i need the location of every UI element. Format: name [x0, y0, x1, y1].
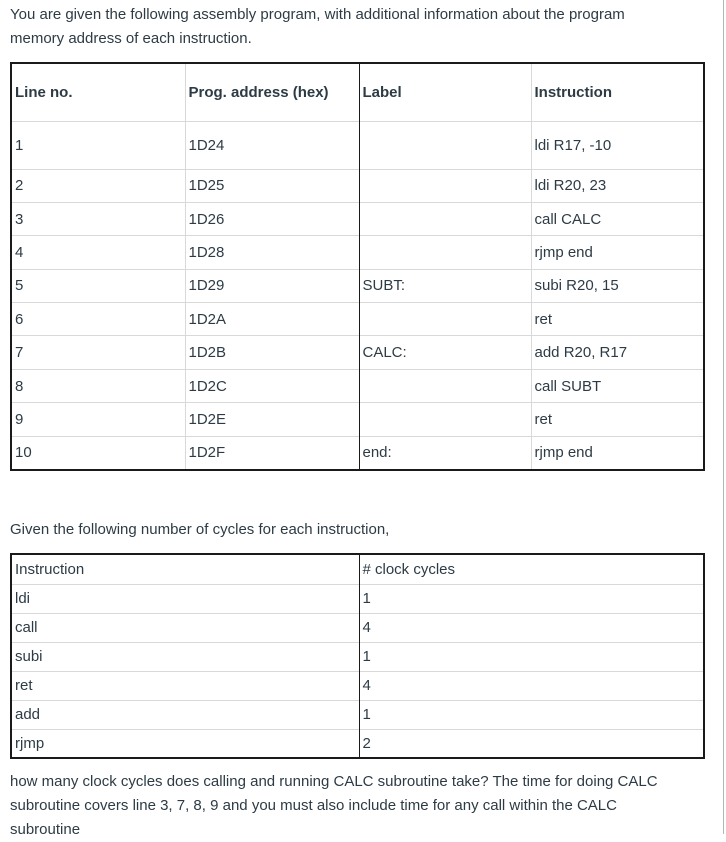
- table-cell-instruction: ret: [531, 303, 704, 336]
- table-cell-instruction: rjmp end: [531, 436, 704, 469]
- table-cell-address: 1D28: [185, 236, 359, 269]
- intro-line-2: memory address of each instruction.: [10, 30, 252, 47]
- table-cell-cycles: 4: [359, 671, 704, 700]
- table-row: [11, 584, 704, 613]
- table-cell-cycles: 2: [359, 729, 704, 758]
- table-cell-instruction: ldi: [11, 584, 359, 613]
- table-row: [11, 436, 704, 469]
- table-cell-label: SUBT:: [359, 269, 531, 302]
- table-cell-label: [359, 169, 531, 202]
- table-cell-instruction: ret: [11, 671, 359, 700]
- cycles-intro-paragraph: Given the following number of cycles for each instruction,: [10, 521, 390, 538]
- table-cell-address: 1D2C: [185, 369, 359, 402]
- table-cell-line-no: 6: [11, 303, 185, 336]
- table-cell-line-no: 9: [11, 403, 185, 436]
- table-row: [11, 236, 704, 269]
- table-cell-cycles: 1: [359, 584, 704, 613]
- table-cell-label: [359, 121, 531, 169]
- table-cell-label: CALC:: [359, 336, 531, 369]
- table-row: [11, 700, 704, 729]
- intro-line-1: You are given the following assembly program, with additional information about the program: [10, 6, 625, 23]
- cycles-table-header-row: [11, 554, 704, 584]
- question-line-3: subroutine: [10, 821, 81, 838]
- table-cell-line-no: 10: [11, 436, 185, 469]
- column-header-label: Label: [359, 63, 531, 121]
- table-row: [11, 369, 704, 402]
- table-cell-line-no: 5: [11, 269, 185, 302]
- column-header-instruction: Instruction: [531, 63, 704, 121]
- column-header-clock-cycles: # clock cycles: [359, 554, 704, 584]
- table-cell-cycles: 4: [359, 613, 704, 642]
- column-header-instruction: Instruction: [11, 554, 359, 584]
- page-edge-divider: [723, 0, 724, 834]
- table-row: [11, 303, 704, 336]
- table-cell-line-no: 2: [11, 169, 185, 202]
- table-cell-instruction: subi R20, 15: [531, 269, 704, 302]
- intro-paragraph: [10, 3, 716, 51]
- table-cell-instruction: rjmp: [11, 729, 359, 758]
- table-row: [11, 121, 704, 169]
- table-cell-address: 1D26: [185, 202, 359, 235]
- table-cell-label: [359, 403, 531, 436]
- table-cell-label: [359, 369, 531, 402]
- table-cell-instruction: add: [11, 700, 359, 729]
- table-row: [11, 729, 704, 758]
- table-cell-instruction: ldi R20, 23: [531, 169, 704, 202]
- table-cell-address: 1D2F: [185, 436, 359, 469]
- table-cell-address: 1D2A: [185, 303, 359, 336]
- table-row: [11, 613, 704, 642]
- table-cell-label: end:: [359, 436, 531, 469]
- table-cell-label: [359, 303, 531, 336]
- question-line-1: how many clock cycles does calling and running CALC subroutine take? The time for doing CALC: [10, 773, 658, 790]
- table-cell-label: [359, 202, 531, 235]
- table-cell-instruction: call SUBT: [531, 369, 704, 402]
- table-cell-instruction: call: [11, 613, 359, 642]
- table-cell-instruction: subi: [11, 642, 359, 671]
- table-row: [11, 169, 704, 202]
- table-row: [11, 269, 704, 302]
- table-cell-line-no: 3: [11, 202, 185, 235]
- table-row: [11, 642, 704, 671]
- program-table-header-row: [11, 63, 704, 121]
- table-cell-cycles: 1: [359, 642, 704, 671]
- table-cell-line-no: 1: [11, 121, 185, 169]
- table-cell-instruction: add R20, R17: [531, 336, 704, 369]
- table-cell-line-no: 8: [11, 369, 185, 402]
- table-cell-instruction: ldi R17, -10: [531, 121, 704, 169]
- table-cell-address: 1D25: [185, 169, 359, 202]
- table-row: [11, 336, 704, 369]
- table-cell-instruction: call CALC: [531, 202, 704, 235]
- table-cell-label: [359, 236, 531, 269]
- table-row: [11, 403, 704, 436]
- table-cell-line-no: 4: [11, 236, 185, 269]
- cycles-table: [10, 553, 705, 759]
- table-cell-instruction: ret: [531, 403, 704, 436]
- table-cell-cycles: 1: [359, 700, 704, 729]
- table-cell-address: 1D29: [185, 269, 359, 302]
- table-cell-instruction: rjmp end: [531, 236, 704, 269]
- question-line-2: subroutine covers line 3, 7, 8, 9 and you must also include time for any call within the CALC: [10, 797, 617, 814]
- table-cell-address: 1D2E: [185, 403, 359, 436]
- table-cell-line-no: 7: [11, 336, 185, 369]
- table-row: [11, 671, 704, 700]
- column-header-line-no: Line no.: [11, 63, 185, 121]
- table-row: [11, 202, 704, 235]
- program-table: [10, 62, 705, 471]
- column-header-prog-address: Prog. address (hex): [185, 63, 359, 121]
- table-cell-address: 1D2B: [185, 336, 359, 369]
- table-cell-address: 1D24: [185, 121, 359, 169]
- question-paragraph: [10, 770, 716, 842]
